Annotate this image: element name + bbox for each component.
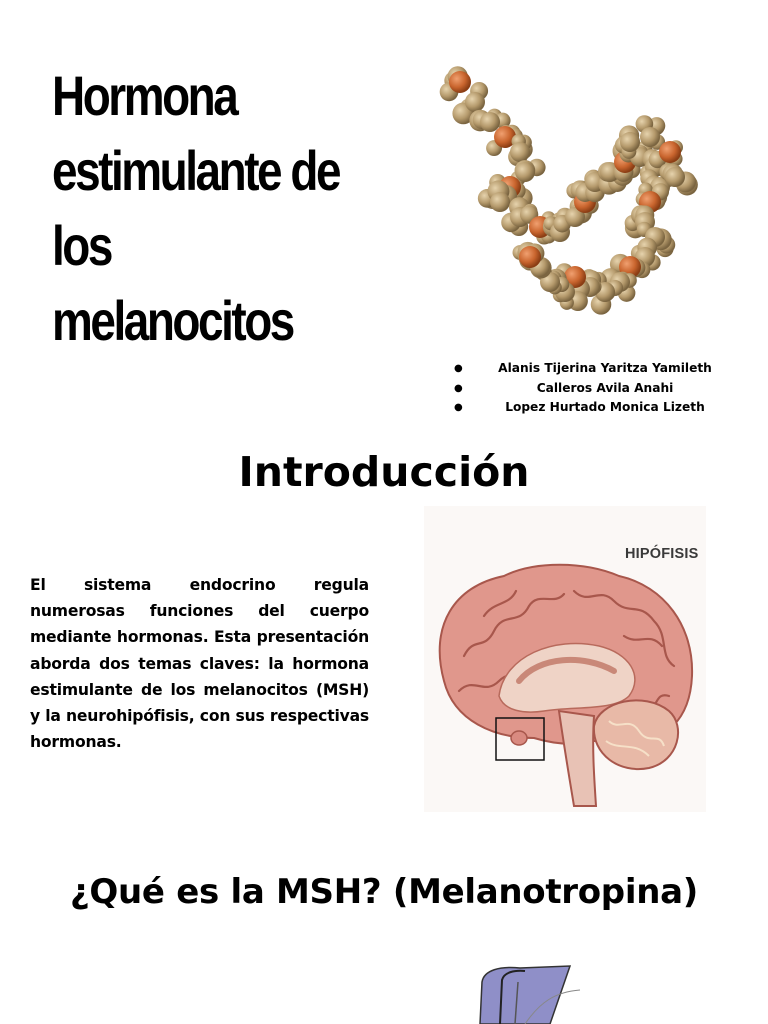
page-title (52, 58, 339, 358)
author-name: Calleros Avila Anahi (536, 380, 674, 395)
hipofisis-label: HIPÓFISIS (625, 546, 699, 562)
molecule-atom (620, 132, 640, 152)
molecule-atom (510, 142, 530, 162)
author-item (448, 379, 738, 399)
molecule-atom (490, 192, 510, 212)
author-name: Lopez Hurtado Monica Lizeth (505, 400, 705, 414)
molecule-atom (465, 92, 485, 112)
author-name: Alanis Tijerina Yaritza Yamileth (498, 361, 712, 375)
molecule-atom (449, 71, 471, 93)
title-line: Hormona (52, 64, 237, 127)
molecule-atom (515, 162, 535, 182)
molecule-atom (659, 141, 681, 163)
bullet-icon: ● (454, 363, 463, 374)
title-line: estimulante de (52, 139, 340, 202)
msh-heading: ¿Qué es la MSH? (Melanotropina) (70, 872, 698, 912)
molecule-atom (480, 112, 500, 132)
molecule-atom (640, 127, 660, 147)
author-item (448, 359, 738, 379)
bullet-icon: ● (454, 382, 463, 394)
molecule-image (430, 42, 715, 327)
title-line: los (52, 214, 111, 277)
title-line: melanocitos (52, 289, 293, 352)
intro-paragraph: El sistema endocrino regula numerosas funciones del cuerpo mediante hormonas. Esta presentación aborda dos temas claves: la hormona estimulante de los melanocitos (MSH) y la neurohipófisis, con sus respectivas hormonas. (30, 576, 369, 752)
bullet-icon: ● (454, 402, 463, 413)
authors-list (448, 359, 738, 418)
author-item (448, 398, 738, 418)
bottom-illustration (400, 962, 600, 1024)
molecule-atom (519, 246, 541, 268)
molecule-atom (665, 167, 685, 187)
intro-heading: Introducción (238, 448, 530, 496)
